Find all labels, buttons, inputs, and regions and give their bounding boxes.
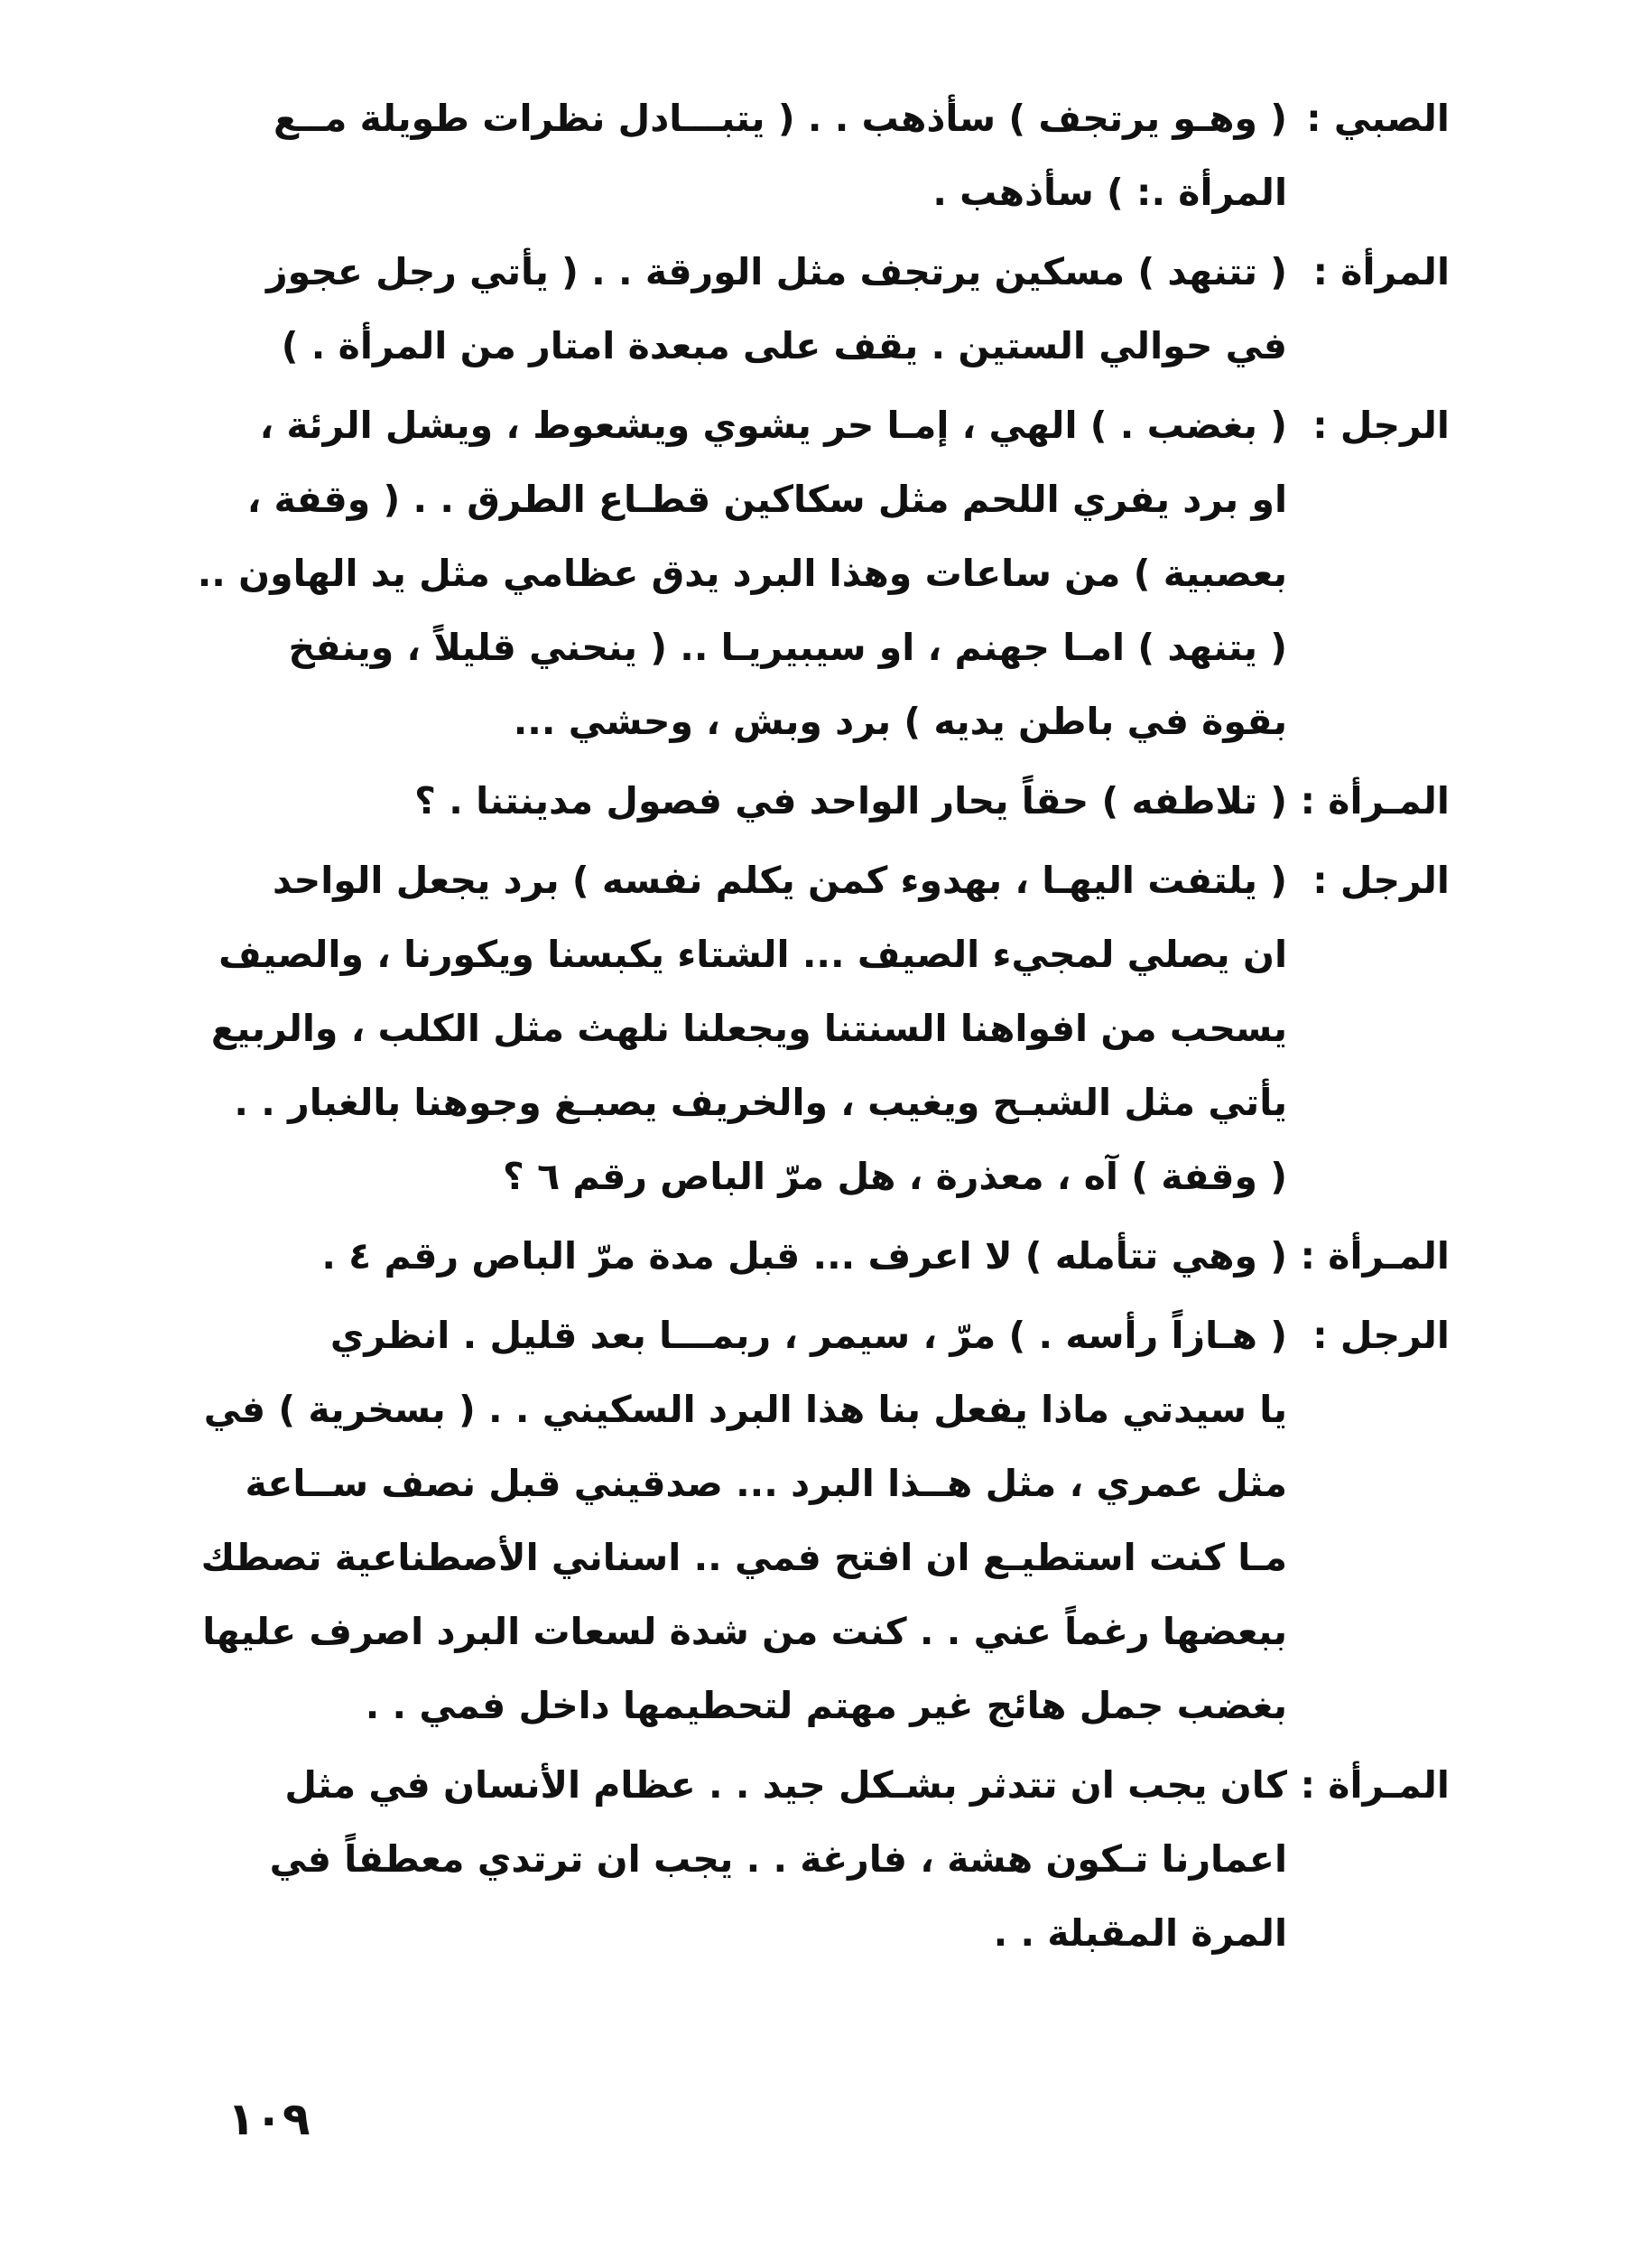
text-line: كان يجب ان تتدثر بشـكل جيد . . عظام الأنسان في مثل bbox=[284, 1763, 1287, 1807]
text-line: ان يصلي لمجيء الصيف ... الشتاء يكبسنا ويكورنا ، والصيف bbox=[218, 933, 1287, 976]
speech-body bbox=[204, 1219, 1287, 1293]
speaker-label: الرجل : bbox=[1312, 1314, 1450, 1357]
text-line: مثل عمري ، مثل هــذا البرد ... صدقيني قبل نصف ســاعة bbox=[245, 1462, 1287, 1505]
text-line: ببعضها رغماً عني . . كنت من شدة لسعات البرد اصرف عليها bbox=[202, 1610, 1287, 1653]
speech-woman-3 bbox=[204, 1219, 1450, 1293]
speech-body bbox=[204, 235, 1287, 383]
speech-woman-1 bbox=[204, 235, 1450, 383]
speaker-label: المـرأة : bbox=[1300, 1763, 1450, 1807]
text-line: بغضب جمل هائج غير مهتم لتحطيمها داخل فمي . . bbox=[365, 1684, 1287, 1727]
text-line: ( بغضب . ) الهي ، إمـا حر يشوي ويشعوط ، ويشل الرئة ، bbox=[259, 404, 1287, 447]
speech-body bbox=[201, 1298, 1287, 1743]
text-line: ( يلتفت اليهـا ، بهدوء كمن يكلم نفسه ) برد يجعل الواحد bbox=[273, 859, 1287, 902]
text-line: يأتي مثل الشبـح ويغيب ، والخريف يصبـغ وجوهنا بالغبار . . bbox=[234, 1081, 1287, 1124]
speaker-label: الرجل : bbox=[1312, 404, 1450, 447]
text-line: ( وهـو يرتجف ) سأذهب . . ( يتبـــادل نظرات طويلة مــع bbox=[273, 97, 1287, 140]
text-line: مـا كنت استطيـع ان افتح فمي .. اسناني الأصطناعية تصطك bbox=[200, 1536, 1287, 1579]
speech-woman-2 bbox=[204, 764, 1450, 838]
text-line: بعصبية ) من ساعات وهذا البرد يدق عظامي مثل يد الهاون .. bbox=[197, 552, 1287, 595]
speech-man-1 bbox=[197, 388, 1450, 758]
text-line: المرة المقبلة . . bbox=[993, 1911, 1287, 1955]
text-line: ( هـازاً رأسه . ) مرّ ، سيمر ، ربمـــا بعد قليل . انظري bbox=[329, 1314, 1287, 1357]
page-number: ١٠٩ bbox=[227, 2093, 311, 2145]
speaker-label: المرأة : bbox=[1312, 250, 1450, 293]
text-line: يسحب من افواهنا السنتنا ويجعلنا نلهث مثل الكلب ، والربيع bbox=[210, 1007, 1287, 1050]
text-line: او برد يفري اللحم مثل سكاكين قطـاع الطرق . . ( وقفة ، bbox=[246, 478, 1287, 521]
speech-body bbox=[204, 843, 1287, 1213]
text-line: المرأة .: ) سأذهب . bbox=[932, 171, 1287, 214]
text-line: ( تلاطفه ) حقاً يحار الواحد في فصول مدينتنا . ؟ bbox=[414, 779, 1287, 823]
speech-man-2 bbox=[204, 843, 1450, 1213]
play-text bbox=[197, 81, 1450, 1975]
text-line: اعمارنا تـكون هشة ، فارغة . . يجب ان ترتدي معطفاً في bbox=[269, 1837, 1287, 1881]
speech-man-3 bbox=[200, 1298, 1450, 1743]
speaker-label: الرجل : bbox=[1312, 859, 1450, 902]
text-line: ( يتنهد ) امـا جهنم ، او سيبيريـا .. ( ينحني قليلاً ، وينفخ bbox=[288, 626, 1287, 669]
speech-boy-1 bbox=[204, 81, 1450, 229]
speaker-label: المـرأة : bbox=[1300, 779, 1450, 823]
speech-body bbox=[198, 388, 1287, 758]
speech-body bbox=[204, 764, 1287, 838]
speech-body bbox=[204, 1748, 1287, 1970]
text-line: يا سيدتي ماذا يفعل بنا هذا البرد السكيني . . ( بسخرية ) في bbox=[203, 1388, 1287, 1431]
text-line: في حوالي الستين . يقف على مبعدة امتار من المرأة . ) bbox=[281, 324, 1287, 367]
text-line: ( وهي تتأمله ) لا اعرف ... قبل مدة مرّ الباص رقم ٤ . bbox=[321, 1234, 1287, 1278]
speech-body bbox=[204, 81, 1287, 229]
speaker-label: الصبي : bbox=[1306, 97, 1450, 140]
text-line: بقوة في باطن يديه ) برد وبش ، وحشي ... bbox=[513, 700, 1287, 743]
speech-woman-4 bbox=[204, 1748, 1450, 1970]
text-line: ( تتنهد ) مسكين يرتجف مثل الورقة . . ( يأتي رجل عجوز bbox=[266, 250, 1287, 293]
text-line: ( وقفة ) آه ، معذرة ، هل مرّ الباص رقم ٦ ؟ bbox=[503, 1155, 1287, 1198]
speaker-label: المـرأة : bbox=[1300, 1234, 1450, 1278]
